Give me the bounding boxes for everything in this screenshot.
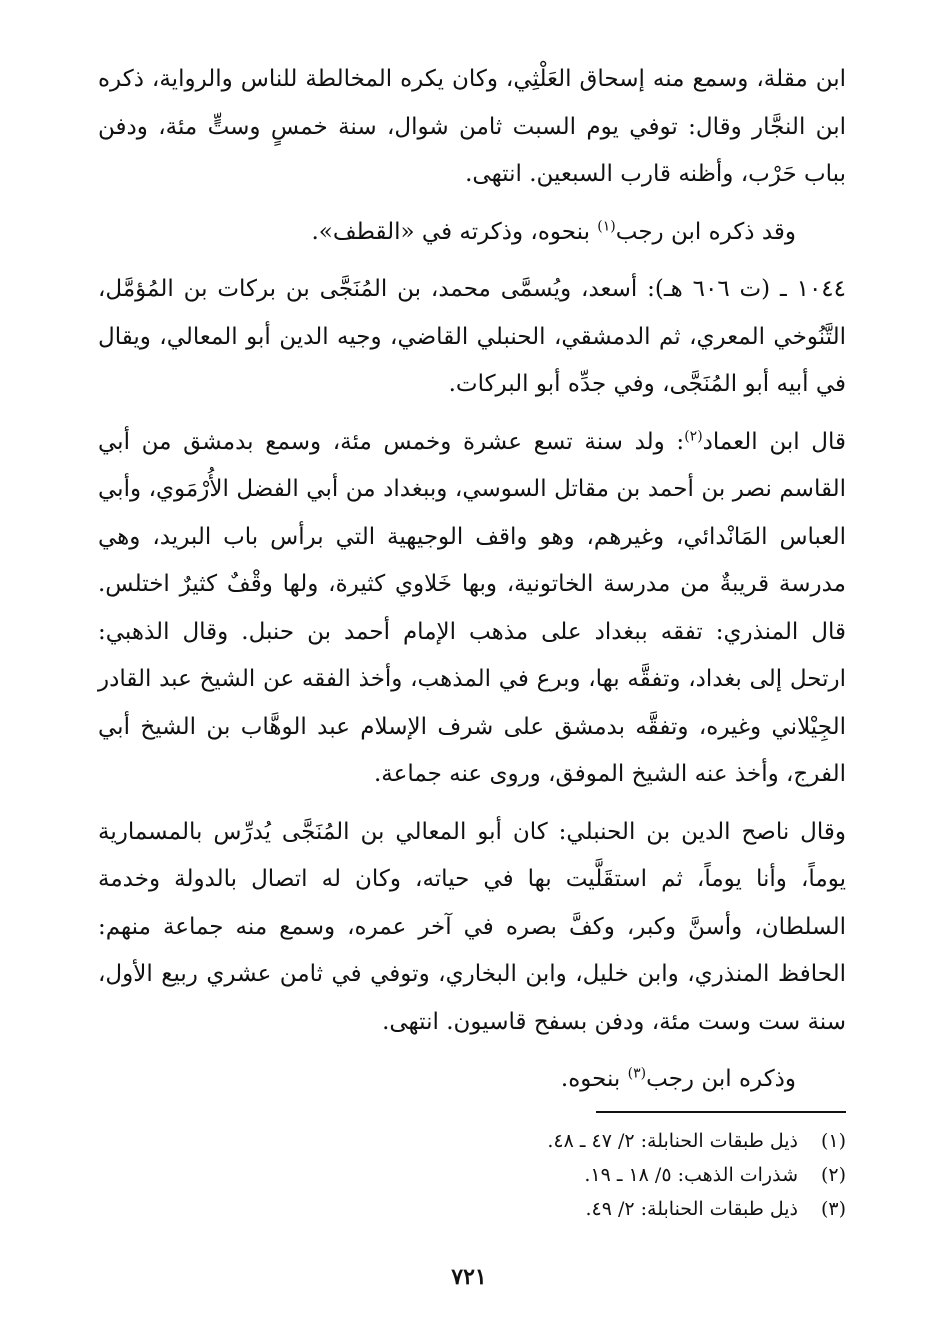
text-run: بنحوه. [560,1066,628,1092]
text-run: : ولد سنة تسع عشرة وخمس مئة، وسمع بدمشق من أبي القاسم نصر بن أحمد بن مقاتل السوسي، وببغداد من أبي الفضل الأُرْمَوي، وأبي العباس المَانْدائي، وغيرهم، وهو واقف الوجيهية التي برأس باب البريد، وهي مدرسة قريبةٌ من مدرسة الخاتونية، وبها خَلاوي كثيرة، ولها وقْفٌ كثيرٌ اختلس. قال المنذري: تفقه ببغداد على مذهب الإمام أحمد بن حنبل. وقال الذهبي: ارتحل إلى بغداد، وتفقَّه بها، وبرع في المذهب، وأخذ الفقه عن الشيخ عبد القادر الجِيْلاني وغيره، وتفقَّه بدمشق على شرف الإسلام عبد الوهَّاب بن الشيخ أبي الفرج، وأخذ عنه الشيخ الموفق، وروى عنه جماعة. [98,428,846,787]
text-run: بنحوه، وذكرته في «القطف». [311,218,598,245]
text-run: ١٠٤٤ ـ (ت ٦٠٦ هـ): أسعد، ويُسمَّى محمد، بن المُنَجَّى بن بركات بن المُؤمَّل، التَّنُوخي المعري، ثم الدمشقي، الحنبلي القاضي، وجيه الدين أبو المعالي، ويقال في أبيه أبو المُنَجَّى، وفي جدِّه أبو البركات. [98,276,847,397]
footnote-text: ذيل طبقات الحنابلة: ٢/ ٤٩. [585,1198,798,1220]
paragraph-1 [98,56,846,199]
footnote-3 [106,1192,846,1226]
footnote-text: ذيل طبقات الحنابلة: ٢/ ٤٧ ـ ٤٨. [547,1130,798,1152]
footnotes [106,1124,846,1226]
footnote-reference[interactable]: (٣) [627,1065,647,1082]
text-run: وقال ناصح الدين بن الحنبلي: كان أبو المعالي بن المُنَجَّى يُدرِّس بالمسمارية يوماً، وأنا يوماً، ثم استقَلَّيت بها في حياته، وكان له اتصال بالدولة وخدمة السلطان، وأسنَّ وكبر، وكفَّ بصره في آخر عمره، وسمع منه جماعة منهم: الحافظ المنذري، وابن خليل، وابن البخاري، وتوفي في ثامن عشري ربيع الأول، سنة ست وست مئة، ودفن بسفح قاسيون. انتهى. [98,818,846,1035]
paragraph-6 [98,1056,846,1104]
footnote-number: (٢) [820,1164,846,1186]
main-text [98,56,846,1104]
footnote-number: (٣) [820,1198,846,1220]
text-run: قال ابن العماد [702,428,846,455]
paragraph-2 [98,209,846,257]
footnote-reference[interactable]: (١) [597,217,616,234]
paragraph-4 [98,419,846,799]
paragraph-5 [98,809,846,1047]
text-run: وقد ذكره ابن رجب [615,218,796,245]
footnote-1 [106,1124,846,1158]
footnote-text: شذرات الذهب: ٥/ ١٨ ـ ١٩. [584,1164,798,1186]
footnote-divider [596,1111,846,1113]
text-run: ابن مقلة، وسمع منه إسحاق العَلْثِي، وكان يكره المخالطة للناس والرواية، ذكره ابن النجَّار وقال: توفي يوم السبت ثامن شوال، سنة خمسٍ وستٍّ مئة، ودفن بباب حَرْب، وأظنه قارب السبعين. انتهى. [98,66,846,187]
entry-heading-paragraph [98,266,846,409]
footnote-2 [106,1158,846,1192]
footnote-reference[interactable]: (٢) [684,427,703,444]
page-number: ٧٢١ [451,1264,487,1290]
footnote-number: (١) [820,1130,846,1152]
text-run: وذكره ابن رجب [646,1066,796,1092]
